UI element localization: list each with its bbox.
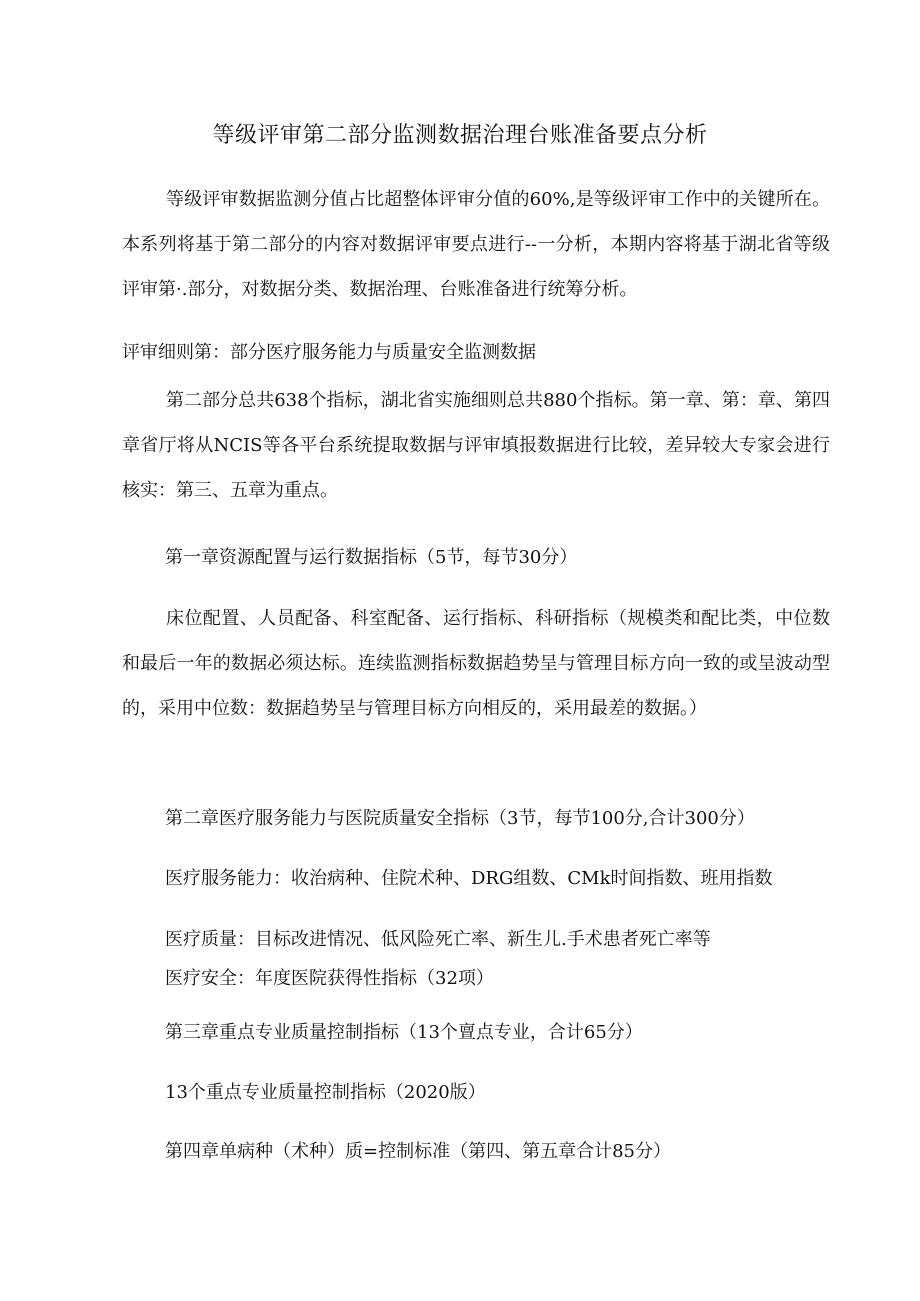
chapter2-heading: 第二章医疗服务能力与医院质量安全指标（3节，每节100分,合计300分） xyxy=(165,808,755,829)
chapter1-heading: 第一章资源配置与运行数据指标（5节，每节30分） xyxy=(165,547,578,568)
intro-paragraph: 等级评审数据监测分值占比超整体评审分值的60%,是等级评审工作中的关键所在。本系列将基于第二部分的内容对数据评审要点进行--一分析，本期内容将基于湖北省等级评审第·.部分，对数据分类、数据治理、台账准备进行统筹分析。 xyxy=(122,189,830,300)
service-capacity-line: 医疗服务能力：收治病种、住院术种、DRG组数、CMk时间指数、班用指数 xyxy=(165,868,773,889)
document-title: 等级评审第二部分监测数据治理台账准备要点分析 xyxy=(212,123,708,148)
medical-quality-line: 医疗质量：目标改进情况、低风险死亡率、新生儿.手术患者死亡率等 xyxy=(165,929,711,950)
chapter3-heading: 第三章重点专业质量控制指标（13个亶点专业，合计65分） xyxy=(165,1022,643,1043)
overview-paragraph: 第二部分总共638个指标，湖北省实施细则总共880个指标。第一章、第：章、第四章省厅将从NCIS等各平台系统提取数据与评审填报数据进行比较，差异较大专家会进行核实：第三、五章为重点。 xyxy=(122,390,830,501)
medical-safety-line: 医疗安全：年度医院获得性指标（32项） xyxy=(165,968,494,989)
chapter1-body: 床位配置、人员配备、科室配备、运行指标、科研指标（规模类和配比类，中位数和最后一年的数据必须达标。连续监测指标数据趋势呈与管理目标方向一致的或呈波动型的，采用中位数：数据趋势呈与管理目标方向相反的，采用最差的数据。） xyxy=(122,608,830,719)
section-heading: 评审细则第：部分医疗服务能力与质量安全监测数据 xyxy=(122,342,536,363)
chapter3-subline: 13个重点专业质量控制指标（2020版） xyxy=(165,1082,486,1103)
chapter4-heading: 第四章单病种（术种）质=控制标准（第四、第五章合计85分） xyxy=(165,1141,671,1162)
